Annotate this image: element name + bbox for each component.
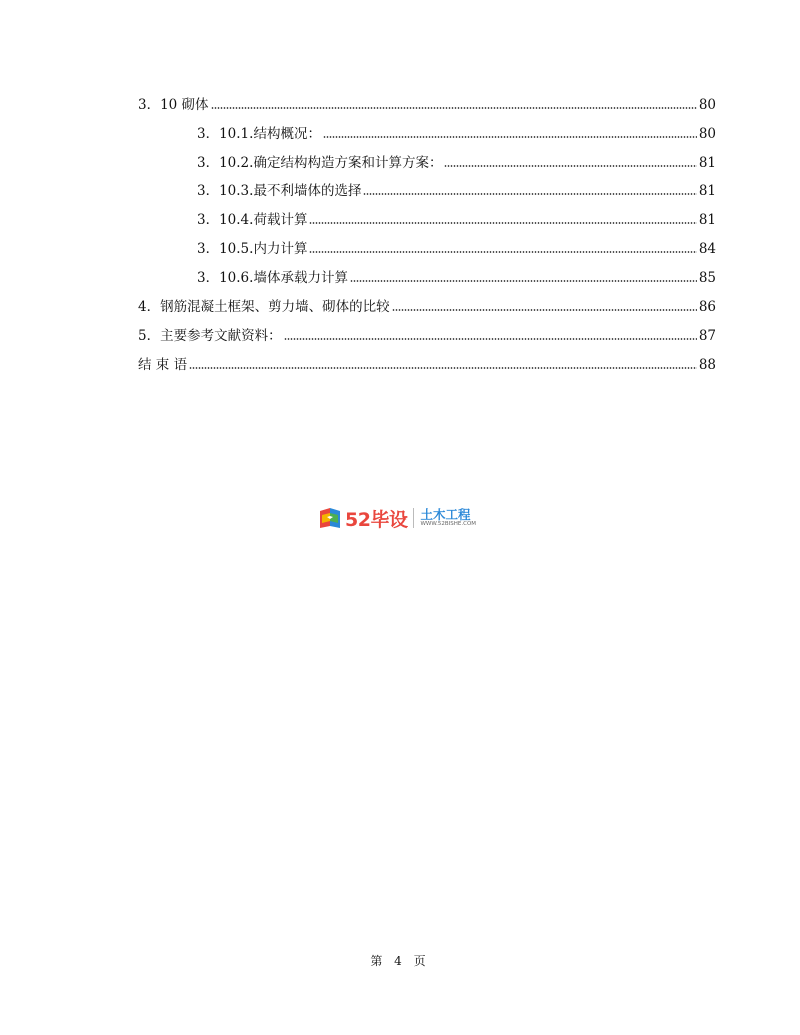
- toc-entry[interactable]: [138, 352, 716, 374]
- toc-entry[interactable]: [197, 150, 716, 172]
- toc-entry[interactable]: [138, 294, 716, 316]
- logo-url: WWW.52BISHE.COM: [420, 521, 477, 527]
- toc-dot-leader: [189, 366, 697, 370]
- toc-dot-leader: [392, 308, 697, 312]
- toc-entry-page: 84: [698, 241, 716, 257]
- logo-brand-text: 52毕设: [345, 508, 408, 531]
- toc-entry-page: 81: [698, 155, 716, 171]
- toc-entry-label: 5．主要参考文献资料：: [138, 328, 282, 344]
- toc-entry-page: 81: [698, 212, 716, 228]
- toc-dot-leader: [211, 106, 697, 110]
- toc-entry-page: 87: [698, 328, 716, 344]
- toc-dot-leader: [323, 135, 697, 139]
- toc-entry-page: 80: [698, 126, 716, 142]
- toc-entry-label: 结 束 语: [138, 357, 188, 373]
- toc-entry[interactable]: [138, 92, 716, 114]
- logo-subtitle: 土木工程: [420, 507, 471, 522]
- book-logo-icon: [318, 506, 342, 530]
- toc-entry-label: 3．10.5.内力计算: [197, 241, 308, 257]
- toc-entry-label: 3．10 砌体: [138, 97, 209, 113]
- toc-entry-page: 81: [698, 183, 716, 199]
- page-number: 第 4 页: [370, 954, 430, 968]
- toc-entry-label: 3．10.6.墙体承载力计算: [197, 270, 348, 286]
- toc-entry-page: 80: [698, 97, 716, 113]
- toc-dot-leader: [309, 221, 696, 225]
- toc-entry[interactable]: [197, 265, 716, 287]
- toc-entry-label: 4．钢筋混凝土框架、剪力墙、砌体的比较: [138, 299, 390, 315]
- toc-entry-page: 85: [698, 270, 716, 286]
- toc-dot-leader: [309, 250, 696, 254]
- watermark-logo: [318, 503, 476, 533]
- toc-entry[interactable]: [197, 236, 716, 258]
- toc-entry-label: 3．10.3.最不利墙体的选择: [197, 183, 362, 199]
- toc-entry[interactable]: [138, 323, 716, 345]
- toc-entry-label: 3．10.4.荷载计算: [197, 212, 308, 228]
- toc-entry-page: 88: [698, 357, 716, 373]
- toc-dot-leader: [444, 164, 696, 168]
- toc-entry-page: 86: [698, 299, 716, 315]
- toc-entry-label: 3．10.1.结构概况：: [197, 126, 321, 142]
- toc-entry[interactable]: [197, 178, 716, 200]
- toc-dot-leader: [363, 192, 696, 196]
- toc-dot-leader: [284, 337, 697, 341]
- logo-divider: [413, 508, 414, 528]
- toc-dot-leader: [350, 279, 697, 283]
- toc-entry-label: 3．10.2.确定结构构造方案和计算方案：: [197, 155, 443, 171]
- logo-right-block: [420, 508, 476, 528]
- toc-entry[interactable]: [197, 207, 716, 229]
- toc-entry[interactable]: [197, 121, 716, 143]
